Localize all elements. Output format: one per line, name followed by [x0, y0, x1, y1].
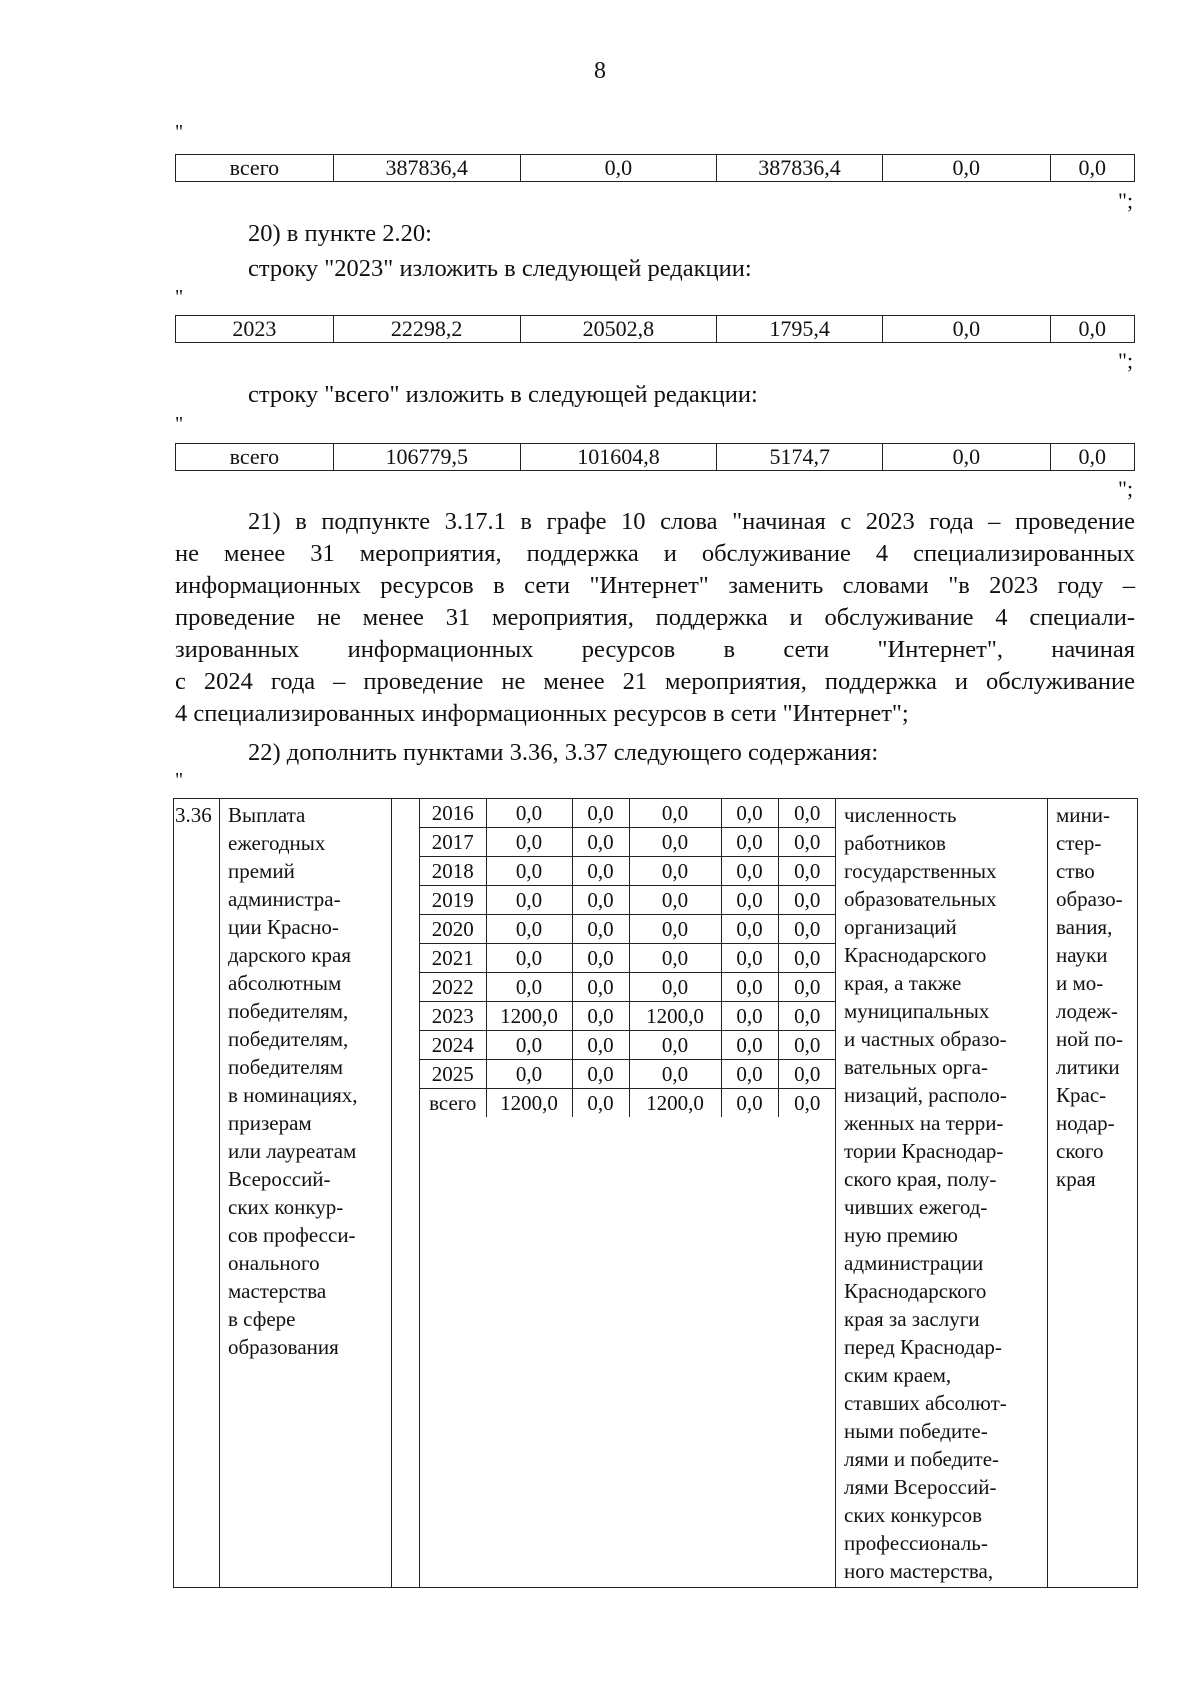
- paragraph-line: с 2024 года – проведение не менее 21 мероприятия, поддержка и обслуживание: [175, 668, 1135, 695]
- cell-value: 387836,4: [716, 155, 882, 182]
- year-cell: 2024: [420, 1031, 486, 1060]
- amount-cell: 0,0: [572, 1089, 629, 1118]
- opening-quote: ": [175, 413, 184, 435]
- total-row-table-2: [175, 443, 1135, 471]
- cell-value: 387836,4: [333, 155, 520, 182]
- item20-line2: строку "всего" изложить в следующей редакции:: [248, 381, 758, 408]
- year-cell: 2018: [420, 857, 486, 886]
- row-label: всего: [176, 444, 334, 471]
- amount-cell: 0,0: [778, 973, 836, 1002]
- amount-cell: 0,0: [486, 886, 572, 915]
- amount-cell: 1200,0: [486, 1089, 572, 1118]
- opening-quote: ": [175, 121, 184, 143]
- item22-text: 22) дополнить пунктами 3.36, 3.37 следующего содержания:: [248, 739, 879, 766]
- year-cell: 2020: [420, 915, 486, 944]
- table-row: [420, 799, 836, 828]
- page-number: 8: [594, 58, 606, 84]
- cell-value: 0,0: [1050, 444, 1134, 471]
- closing-quote: ";: [1118, 188, 1134, 213]
- table-row: [420, 915, 836, 944]
- amount-cell: 0,0: [486, 1060, 572, 1089]
- item20-line1: строку "2023" изложить в следующей редакции:: [248, 255, 752, 282]
- amount-cell: 0,0: [572, 828, 629, 857]
- year-cell: 2022: [420, 973, 486, 1002]
- amount-cell: 0,0: [572, 799, 629, 828]
- amount-cell: 0,0: [721, 857, 778, 886]
- amount-cell: 0,0: [572, 973, 629, 1002]
- amount-cell: 0,0: [486, 944, 572, 973]
- amount-cell: 0,0: [629, 799, 721, 828]
- amount-cell: 0,0: [778, 944, 836, 973]
- item-3-36-table: [173, 798, 1138, 1588]
- table-row: [420, 886, 836, 915]
- cell-value: 1795,4: [717, 316, 883, 343]
- amount-cell: 0,0: [629, 828, 721, 857]
- paragraph-line: 4 специализированных информационных ресурсов в сети "Интернет";: [175, 700, 909, 727]
- amount-cell: 0,0: [572, 1002, 629, 1031]
- item20-heading: 20) в пункте 2.20:: [248, 220, 432, 247]
- item-name-cell: [220, 799, 392, 1588]
- amount-cell: 0,0: [629, 857, 721, 886]
- item21-paragraph: [175, 506, 1135, 730]
- table-row: [420, 828, 836, 857]
- amount-cell: 0,0: [778, 1089, 836, 1118]
- amount-cell: 0,0: [486, 799, 572, 828]
- row-label: всего: [176, 155, 334, 182]
- cell-value: 0,0: [883, 155, 1051, 182]
- amount-cell: 0,0: [778, 1060, 836, 1089]
- amount-cell: 0,0: [629, 973, 721, 1002]
- opening-quote: ": [175, 286, 184, 308]
- year-cell: 2017: [420, 828, 486, 857]
- amount-cell: 0,0: [486, 857, 572, 886]
- result-text: численность работников государственных образовательных организаций Краснодарского края, а также муниципальных и частных образо- вательных орга- низаций, располо- женных на терри- тории Краснодар- ского края, полу- чивших ежегод- ную премию администрации Краснодарского края за заслуги перед Краснодар- ским краем, ставших абсолют- ными победите- лями и победите- лями Всероссий- ских конкурсов профессиональ- ного мастерства,: [844, 803, 1007, 1583]
- cell-value: 0,0: [883, 316, 1051, 343]
- paragraph-line: проведение не менее 31 мероприятия, поддержка и обслуживание 4 специали-: [175, 604, 1135, 631]
- amount-cell: 0,0: [778, 857, 836, 886]
- amount-cell: 0,0: [721, 1089, 778, 1118]
- amount-cell: 0,0: [721, 944, 778, 973]
- amount-cell: 0,0: [572, 1031, 629, 1060]
- cell-value: 0,0: [1050, 155, 1134, 182]
- executor-cell: [1048, 799, 1138, 1588]
- year-cell: 2025: [420, 1060, 486, 1089]
- amount-cell: 0,0: [572, 886, 629, 915]
- cell-value: 0,0: [520, 155, 716, 182]
- cell-value: 0,0: [1050, 316, 1134, 343]
- item-number: 3.36: [175, 803, 212, 827]
- opening-quote: ": [175, 769, 184, 791]
- row-label: 2023: [176, 316, 334, 343]
- closing-quote: ";: [1118, 348, 1134, 373]
- financing-cell: [420, 799, 836, 1588]
- cell-value: 20502,8: [520, 316, 717, 343]
- amount-cell: 0,0: [629, 1031, 721, 1060]
- financing-table: [420, 799, 836, 1117]
- amount-cell: 0,0: [778, 886, 836, 915]
- amount-cell: 1200,0: [486, 1002, 572, 1031]
- result-cell: [836, 799, 1048, 1588]
- amount-cell: 0,0: [721, 1060, 778, 1089]
- year-cell: 2019: [420, 886, 486, 915]
- amount-cell: 0,0: [486, 973, 572, 1002]
- empty-column: [392, 799, 420, 1588]
- amount-cell: 0,0: [721, 799, 778, 828]
- amount-cell: 1200,0: [629, 1089, 721, 1118]
- year-cell: всего: [429, 1091, 477, 1115]
- paragraph-line: не менее 31 мероприятия, поддержка и обслуживание 4 специализированных: [175, 540, 1135, 567]
- table-row: [420, 1089, 836, 1118]
- amount-cell: 0,0: [486, 1031, 572, 1060]
- year-cell: 2016: [420, 799, 486, 828]
- amount-cell: 0,0: [486, 828, 572, 857]
- table-row: [176, 444, 1135, 471]
- amount-cell: 0,0: [721, 1002, 778, 1031]
- amount-cell: 0,0: [572, 857, 629, 886]
- table-row: [420, 1031, 836, 1060]
- amount-cell: 0,0: [486, 915, 572, 944]
- table-row: [420, 973, 836, 1002]
- row-2023-table: [175, 315, 1135, 343]
- amount-cell: 0,0: [572, 915, 629, 944]
- paragraph-line: зированных информационных ресурсов в сети "Интернет", начиная: [175, 636, 1135, 663]
- executor-text: мини- стер- ство образо- вания, науки и мо- лодеж- ной по- литики Крас- нодар- ского края: [1056, 803, 1123, 1191]
- year-cell: 2021: [420, 944, 486, 973]
- amount-cell: 0,0: [721, 1031, 778, 1060]
- table-row: [420, 944, 836, 973]
- amount-cell: 0,0: [629, 1060, 721, 1089]
- amount-cell: 0,0: [778, 1002, 836, 1031]
- amount-cell: 0,0: [778, 915, 836, 944]
- total-row-table-1: [175, 154, 1135, 182]
- table-row: [420, 857, 836, 886]
- amount-cell: 0,0: [629, 886, 721, 915]
- amount-cell: 0,0: [721, 973, 778, 1002]
- item-name: Выплата ежегодных премий администра- ции Красно- дарского края абсолютным победителям, победителям, победителям в номинациях, призерам или лауреатам Всероссий- ских конкур- сов професси- онального мастерства в сфере образования: [228, 803, 358, 1359]
- cell-value: 0,0: [883, 444, 1050, 471]
- cell-value: 5174,7: [717, 444, 883, 471]
- year-cell: 2023: [420, 1002, 486, 1031]
- amount-cell: 0,0: [629, 915, 721, 944]
- amount-cell: 0,0: [778, 799, 836, 828]
- amount-cell: 0,0: [778, 1031, 836, 1060]
- amount-cell: 1200,0: [629, 1002, 721, 1031]
- paragraph-line: информационных ресурсов в сети "Интернет" заменить словами "в 2023 году –: [175, 572, 1135, 599]
- cell-value: 101604,8: [520, 444, 717, 471]
- table-row: [420, 1060, 836, 1089]
- paragraph-line: 21) в подпункте 3.17.1 в графе 10 слова "начиная с 2023 года – проведение: [248, 508, 1135, 535]
- amount-cell: 0,0: [572, 1060, 629, 1089]
- cell-value: 22298,2: [333, 316, 520, 343]
- closing-quote: ";: [1118, 476, 1134, 501]
- amount-cell: 0,0: [721, 886, 778, 915]
- table-row: [174, 799, 1138, 1588]
- table-row: [420, 1002, 836, 1031]
- table-row: [176, 155, 1135, 182]
- table-row: [176, 316, 1135, 343]
- amount-cell: 0,0: [721, 915, 778, 944]
- cell-value: 106779,5: [333, 444, 520, 471]
- amount-cell: 0,0: [572, 944, 629, 973]
- item-number-cell: [174, 799, 220, 1588]
- amount-cell: 0,0: [629, 944, 721, 973]
- amount-cell: 0,0: [778, 828, 836, 857]
- amount-cell: 0,0: [721, 828, 778, 857]
